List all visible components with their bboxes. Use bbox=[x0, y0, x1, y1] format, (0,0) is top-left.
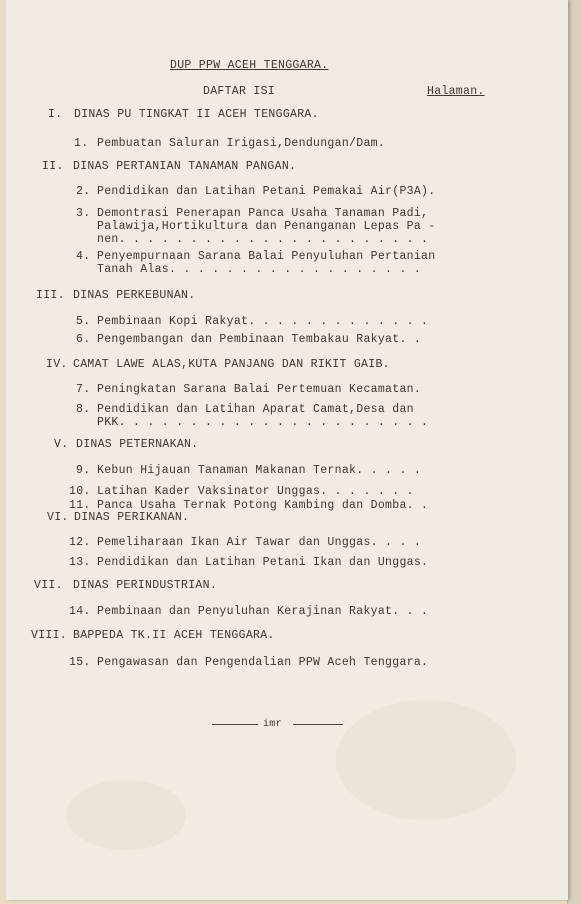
item-text: Pendidikan dan Latihan Petani Ikan dan Unggas. bbox=[97, 556, 429, 569]
item-text: PKK. . . . . . . . . . . . . . . . . . . . . . bbox=[97, 416, 429, 429]
item-number: 2. bbox=[76, 185, 91, 198]
section-title: BAPPEDA TK.II ACEH TENGGARA. bbox=[73, 629, 275, 642]
item-text: Pembinaan dan Penyuluhan Kerajinan Rakyat. . . bbox=[97, 605, 429, 618]
section-title: DINAS PU TINGKAT II ACEH TENGGARA. bbox=[74, 108, 319, 121]
item-text: Pendidikan dan Latihan Petani Pemakai Air(P3A). bbox=[97, 185, 436, 198]
item-number: 4. bbox=[76, 250, 91, 263]
item-text: Pengembangan dan Pembinaan Tembakau Rakyat. . bbox=[97, 333, 422, 346]
item-number: 1. bbox=[74, 137, 89, 150]
item-text: Tanah Alas. . . . . . . . . . . . . . . . . . bbox=[97, 263, 422, 276]
item-text: Pengawasan dan Pengendalian PPW Aceh Tenggara. bbox=[97, 656, 429, 669]
item-text: Panca Usaha Ternak Potong Kambing dan Domba. . bbox=[97, 499, 429, 512]
paper-stain bbox=[66, 780, 186, 850]
item-text: Peningkatan Sarana Balai Pertemuan Kecamatan. bbox=[97, 383, 422, 396]
item-text: nen. . . . . . . . . . . . . . . . . . . . . . bbox=[97, 233, 429, 246]
section-number: VI. bbox=[47, 511, 69, 524]
section-number: VIII. bbox=[31, 629, 68, 642]
page-column-header: Halaman. bbox=[427, 85, 485, 98]
section-title: DINAS PERINDUSTRIAN. bbox=[73, 579, 218, 592]
section-title: DINAS PERKEBUNAN. bbox=[73, 289, 196, 302]
item-text: Penyempurnaan Sarana Balai Penyuluhan Pertanian bbox=[97, 250, 436, 263]
section-number: III. bbox=[36, 289, 65, 302]
section-number: V. bbox=[54, 438, 69, 451]
document-title: DUP PPW ACEH TENGGARA. bbox=[170, 59, 329, 72]
section-number: I. bbox=[48, 108, 63, 121]
item-text: Pembuatan Saluran Irigasi,Dendungan/Dam. bbox=[97, 137, 386, 150]
item-text: Palawija,Hortikultura dan Penanganan Lepas Pa - bbox=[97, 220, 436, 233]
item-number: 11. bbox=[69, 499, 91, 512]
item-number: 15. bbox=[69, 656, 91, 669]
item-text: Latihan Kader Vaksinator Unggas. . . . . . . bbox=[97, 485, 414, 498]
item-number: 10. bbox=[69, 485, 91, 498]
item-number: 14. bbox=[69, 605, 91, 618]
item-number: 5. bbox=[76, 315, 91, 328]
section-title: DINAS PETERNAKAN. bbox=[76, 438, 199, 451]
section-number: VII. bbox=[34, 579, 63, 592]
item-text: Demontrasi Penerapan Panca Usaha Tanaman Padi, bbox=[97, 207, 429, 220]
item-number: 9. bbox=[76, 464, 91, 477]
item-number: 13. bbox=[69, 556, 91, 569]
footer-dash-left bbox=[212, 724, 258, 725]
section-number: IV. bbox=[46, 358, 68, 371]
footer-mark: imr bbox=[263, 719, 282, 730]
paper-stain bbox=[336, 700, 516, 820]
item-number: 8. bbox=[76, 403, 91, 416]
item-text: Pembinaan Kopi Rakyat. . . . . . . . . . . . . bbox=[97, 315, 429, 328]
item-number: 3. bbox=[76, 207, 91, 220]
page-edge bbox=[567, 0, 581, 904]
item-text: Pendidikan dan Latihan Aparat Camat,Desa dan bbox=[97, 403, 414, 416]
toc-title: DAFTAR ISI bbox=[203, 85, 276, 98]
footer-dash-right bbox=[293, 724, 343, 725]
item-number: 6. bbox=[76, 333, 91, 346]
section-title: CAMAT LAWE ALAS,KUTA PANJANG DAN RIKIT GAIB. bbox=[73, 358, 390, 371]
item-text: Pemeliharaan Ikan Air Tawar dan Unggas. . . . bbox=[97, 536, 422, 549]
item-number: 7. bbox=[76, 383, 91, 396]
item-text: Kebun Hijauan Tanaman Makanan Ternak. . . . . bbox=[97, 464, 422, 477]
section-title: DINAS PERTANIAN TANAMAN PANGAN. bbox=[73, 160, 297, 173]
section-number: II. bbox=[42, 160, 64, 173]
item-number: 12. bbox=[69, 536, 91, 549]
section-title: DINAS PERIKANAN. bbox=[74, 511, 190, 524]
